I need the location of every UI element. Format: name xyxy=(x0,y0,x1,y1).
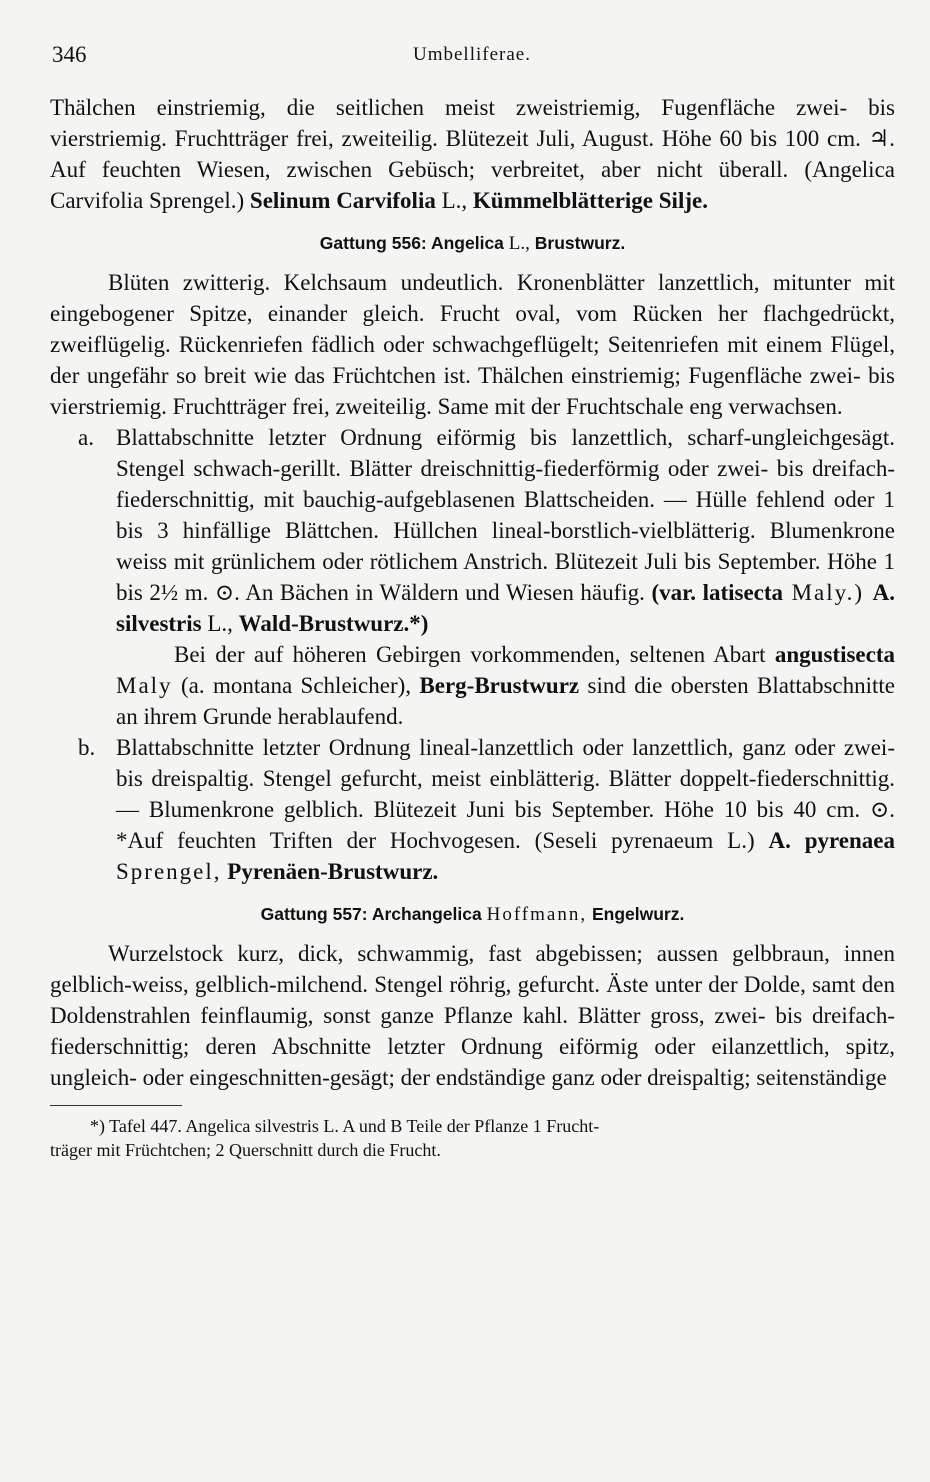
page-number: 346 xyxy=(52,42,87,67)
variety-author: Maly xyxy=(116,673,173,698)
note-synonym: (a. montana Schleicher), xyxy=(172,673,420,698)
species-author: Sprengel, xyxy=(116,859,222,884)
species-name: A. pyrenaea xyxy=(768,828,895,853)
footnote-divider xyxy=(50,1105,182,1106)
running-title: Umbelliferae. xyxy=(413,44,531,65)
item-marker: b. xyxy=(78,735,96,760)
paragraph-selinum xyxy=(50,92,895,216)
list-item-a-note xyxy=(50,639,895,732)
genus-heading-556 xyxy=(50,230,895,257)
genus-heading-prefix: Gattung 556: Angelica xyxy=(319,233,509,253)
item-marker: a. xyxy=(78,425,94,450)
species-name: A. silvestris xyxy=(116,580,895,636)
common-name: Wald-Brustwurz.*) xyxy=(238,611,429,636)
list-item-b xyxy=(50,732,895,887)
item-text: Blattabschnitte letzter Ordnung eiförmig bis lanzettlich, scharf-ungleichgesägt. Stengel schwach-gerillt. Blätter dreischnittig-fiederförmig oder zwei- bis dreifach-fiederschnittig, mit bauchig-aufgeblasenen Blattscheiden. — Hülle fehlend oder 1 bis 3 hinfällige Blättchen. Hüllchen lineal-borstlich-vielblätterig. Blumenkrone weiss mit grünlichem oder rötlichem Anstrich. Blütezeit Juli bis September. Höhe 1 bis 2½ m. ⊙. An Bächen in Wäldern und Wiesen häufig. xyxy=(116,425,895,605)
genus-heading-prefix: Gattung 557: Archangelica xyxy=(260,904,487,924)
common-name: Kümmelblätterige Silje. xyxy=(472,188,708,213)
note-tail: sind die obersten Blattabschnitte an ihrem Grunde herablaufend. xyxy=(116,673,895,729)
list-item-a xyxy=(50,422,895,639)
variety-name: (var. latisecta xyxy=(651,580,784,605)
variety-name: angustisecta xyxy=(774,642,895,667)
paragraph-text: Thälchen einstriemig, die seitlichen meist zweistriemig, Fugenfläche zwei- bis vierstriemig. Fruchtträger frei, zweiteilig. Blütezeit Juli, August. Höhe 60 bis 100 cm. ♃. Auf feuchten Wiesen, zwischen Gebüsch; verbreitet, aber nicht überall. (Angelica Carvifolia Sprengel.) xyxy=(50,95,895,213)
genus-heading-author: L., xyxy=(508,233,530,254)
variety-author: Maly.) xyxy=(783,580,873,605)
genus-heading-common: Engelwurz. xyxy=(587,904,685,924)
species-name: Selinum Carvifolia xyxy=(249,188,436,213)
common-name: Berg-Brustwurz xyxy=(419,673,580,698)
footnote-line-1: *) Tafel 447. Angelica silvestris L. A und B Teile der Pflanze 1 Frucht- xyxy=(90,1116,600,1136)
species-author: L., xyxy=(435,188,473,213)
note-intro: Bei der auf höheren Gebirgen vorkommenden, seltenen Abart xyxy=(174,642,775,667)
genus-heading-557 xyxy=(50,901,895,928)
footnote-line-2: träger mit Früchtchen; 2 Querschnitt durch die Frucht. xyxy=(50,1140,441,1160)
paragraph-archangelica: Wurzelstock kurz, dick, schwammig, fast abgebissen; aussen gelbbraun, innen gelblich-weiss, gelblich-milchend. Stengel röhrig, gefurcht. Äste unter der Dolde, samt den Doldenstrahlen feinflaumig, sonst ganze Pflanze kahl. Blätter gross, zwei- bis dreifach-fiederschnittig; deren Abschnitte letzter Ordnung eiförmig oder eilanzettlich, spitz, ungleich- oder eingeschnitten-gesägt; der endständige ganz oder dreispaltig; seitenständige xyxy=(50,941,895,1090)
body-text xyxy=(50,92,895,1162)
species-author: L., xyxy=(201,611,239,636)
paragraph-genus-description: Blüten zwitterig. Kelchsaum undeutlich. Kronenblätter lanzettlich, mitunter mit eingebogener Spitze, einander gleich. Frucht oval, vom Rücken her flachgedrückt, zweiflügelig. Rückenriefen fädlich oder schwachgeflügelt; Seitenriefen mit einem Flügel, der ungefähr so breit wie das Früchtchen ist. Thälchen einstriemig; Fugenfläche zwei- bis vierstriemig. Fruchtträger frei, zweiteilig. Same mit der Fruchtschale eng verwachsen. xyxy=(50,270,895,419)
page-header xyxy=(52,42,892,72)
item-text: Blattabschnitte letzter Ordnung lineal-lanzettlich oder lanzettlich, ganz oder zwei- bis dreispaltig. Stengel gefurcht, meist einblätterig. Blätter doppelt-fiederschnittig. — Blumenkrone gelblich. Blütezeit Juni bis September. Höhe 10 bis 40 cm. ⊙. *Auf feuchten Triften der Hochvogesen. (Seseli pyrenaeum L.) xyxy=(116,735,895,853)
common-name: Pyrenäen-Brustwurz. xyxy=(221,859,439,884)
footnote xyxy=(50,1114,895,1162)
genus-heading-common: Brustwurz. xyxy=(529,233,626,253)
genus-heading-author: Hoffmann, xyxy=(486,904,588,925)
